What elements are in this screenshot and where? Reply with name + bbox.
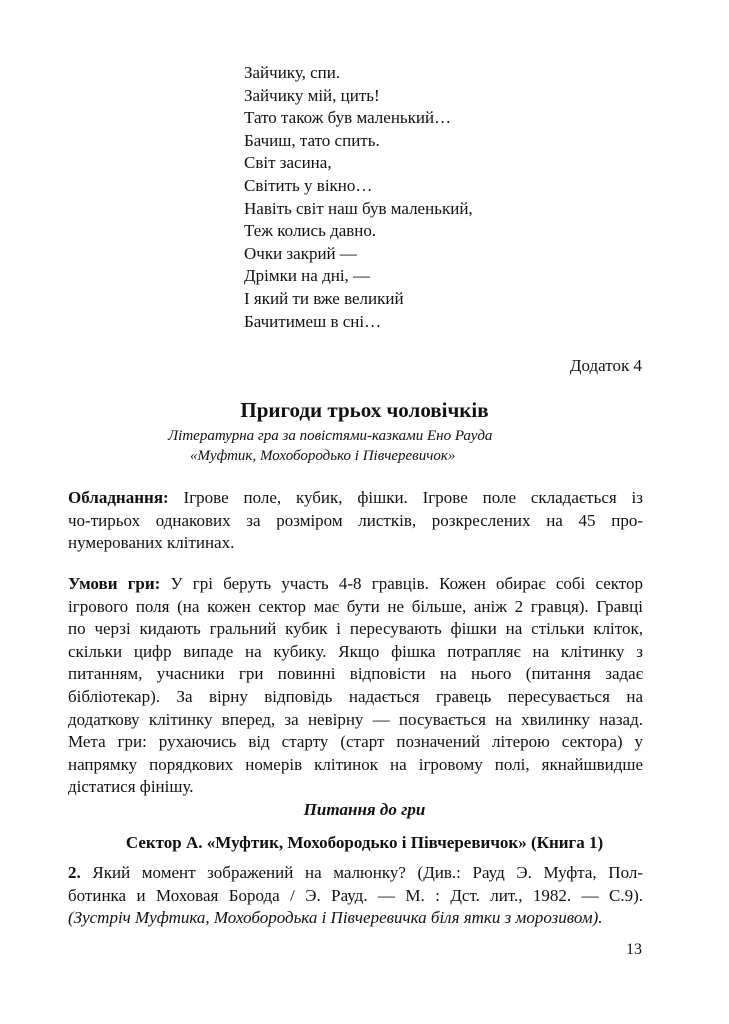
rules-line-10: дістатися фінішу.: [68, 777, 194, 797]
rules-line-2: ігрового поля (на кожен сектор має бути не більше, аніж 2 гравця). Гравці: [68, 596, 643, 616]
question-number: 2.: [68, 863, 81, 882]
rules-text: У грі беруть участь 4-8 гравців. Кожен обирає собі сектор: [160, 574, 643, 593]
poem-line: Світить у вікно…: [244, 175, 373, 195]
question-2-answer: (Зустріч Муфтика, Мохобородька і Півчеревичка біля ятки з морозивом).: [68, 908, 603, 928]
poem-line: Бачитимеш в сні…: [244, 311, 382, 331]
question-2: [68, 862, 643, 930]
poem-line: Тато також був маленький…: [244, 108, 452, 128]
poem-line: Дрімки на дні, —: [244, 266, 371, 286]
page-title: Пригоди трьох чоловічків: [240, 398, 489, 422]
equipment-paragraph: [68, 487, 643, 555]
rules-label: Умови гри:: [68, 574, 161, 593]
poem-line: І який ти вже великий: [244, 288, 404, 308]
rules-line-7: додаткову клітинку вперед, за невірну — посувається на хвилинку назад.: [68, 709, 643, 729]
rules-paragraph: [68, 573, 643, 799]
appendix-label: Додаток 4: [569, 356, 642, 375]
question-2-text: Який момент зображений на малюнку? (Див.: Рауд Э. Муфта, Пол-: [80, 863, 643, 882]
poem-line: Зайчику мій, цить!: [244, 85, 380, 105]
sector-heading: Сектор А. «Муфтик, Мохобородько і Півчеревичок» (Книга 1): [125, 833, 604, 852]
page-number: 13: [626, 941, 642, 958]
equipment-text: Ігрове поле, кубик, фішки. Ігрове поле складається із: [168, 488, 643, 507]
poem-line: Бачиш, тато спить.: [244, 130, 380, 150]
poem: [244, 62, 473, 333]
rules-line-8: Мета гри: рухаючись від старту (старт позначений літерою сектора) у: [68, 732, 643, 752]
questions-heading: Питання до гри: [303, 800, 426, 819]
question-2-line-1: [68, 862, 643, 885]
equipment-line-3: нумерованих клітинах.: [68, 533, 235, 553]
rules-line-3: по черзі кидають гральний кубик і пересувають фішки на стільки кліток,: [68, 619, 643, 639]
poem-line: Зайчику, спи.: [244, 63, 341, 82]
poem-line: Теж колись давно.: [244, 221, 377, 241]
poem-line: Навіть світ наш був маленький,: [244, 198, 473, 218]
equipment-line-2: чо-тирьох однакових за розміром листків, розкреслених на 45 про-: [68, 510, 643, 530]
rules-line-1: [68, 573, 643, 596]
rules-line-6: бібліотекар). За вірну відповідь надається гравець пересувається на: [68, 686, 643, 706]
rules-line-9: напрямку порядкових номерів клітинок на ігровому полі, якнайшвидше: [68, 754, 643, 774]
subtitle-line-1: Літературна гра за повістями-казками Ено Рауда: [168, 428, 493, 444]
rules-line-4: скільки цифр випаде на кубику. Якщо фішка потрапляє на клітинку з: [68, 641, 643, 661]
rules-line-5: питанням, учасники гри повинні відповісти на нього (питання задає: [68, 664, 643, 684]
equipment-line-1: [68, 487, 643, 510]
question-2-line-2: ботинка и Моховая Борода / Э. Рауд. — М. : Дст. лит., 1982. — С.9).: [68, 885, 643, 905]
equipment-label: Обладнання:: [68, 488, 169, 507]
poem-line: Очки закрий —: [244, 243, 357, 263]
poem-line: Світ засина,: [244, 153, 332, 173]
subtitle-line-2: «Муфтик, Мохобородько і Півчеревичок»: [190, 448, 456, 464]
